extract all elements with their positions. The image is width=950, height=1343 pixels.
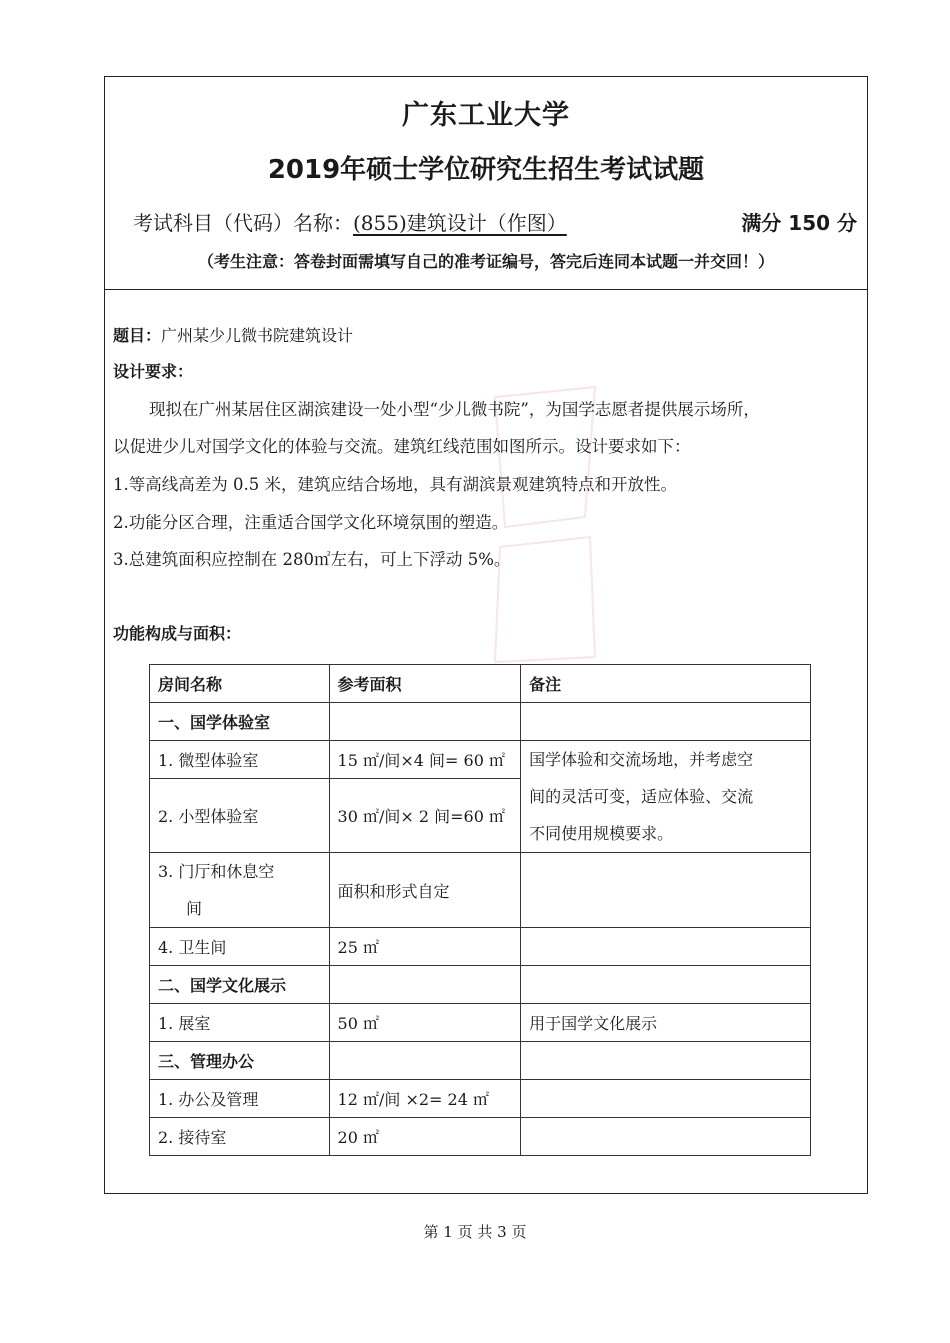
remarks-line: 国学体验和交流场地，并考虑空 [529,750,754,769]
requirement-1: 1.等高线高差为 0.5 米，建筑应结合场地，具有湖滨景观建筑特点和开放性。 [113,475,677,494]
empty-cell [521,1118,811,1156]
requirement-3: 3.总建筑面积应控制在 280㎡左右，可上下浮动 5%。 [113,550,511,569]
subject-line [133,207,567,236]
room-name-cell: 2. 接待室 [150,1118,330,1156]
candidate-notice: （考生注意：答卷封面需填写自己的准考证编号，答完后连同本试题一并交回！） [197,252,774,271]
area-cell: 30 ㎡/间× 2 间=60 ㎡ [329,779,521,853]
category-cell: 一、国学体验室 [150,703,330,741]
full-score: 满分 150 分 [741,211,857,235]
room-name-cell [150,853,330,928]
area-cell: 20 ㎡ [329,1118,521,1156]
category-cell: 三、管理办公 [150,1042,330,1080]
intro-line-1: 现拟在广州某居住区湖滨建设一处小型“少儿微书院”，为国学志愿者提供展示场所， [149,400,760,419]
exam-title: 2019年硕士学位研究生招生考试试题 [267,155,705,185]
empty-cell [521,853,811,928]
area-cell: 面积和形式自定 [329,853,521,928]
header-room-name: 房间名称 [150,665,330,703]
empty-cell [521,1042,811,1080]
table-row [150,966,811,1004]
table-row [150,1118,811,1156]
topic-value: 广州某少儿微书院建筑设计 [161,326,354,345]
area-cell: 25 ㎡ [329,928,521,966]
intro-line-2: 以促进少儿对国学文化的体验与交流。建筑红线范围如图所示。设计要求如下： [113,437,691,456]
room-name-cell: 1. 微型体验室 [150,741,330,779]
header-divider [105,289,867,290]
remarks-line: 间的灵活可变，适应体验、交流 [529,787,754,806]
table-row [150,703,811,741]
table-row [150,1004,811,1042]
header-reference-area: 参考面积 [329,665,521,703]
empty-cell [521,966,811,1004]
topic-label: 题目： [113,326,162,345]
table-row [150,1080,811,1118]
topic-line [113,323,353,346]
empty-cell [329,1042,521,1080]
room-name-line: 间 [186,899,203,918]
room-name-line: 3. 门厅和休息空 [158,862,275,881]
empty-cell [329,703,521,741]
university-title: 广东工业大学 [402,100,570,131]
table-row [150,741,811,779]
empty-cell [521,703,811,741]
remarks-line: 不同使用规模要求。 [529,824,674,843]
room-name-cell: 4. 卫生间 [150,928,330,966]
empty-cell [521,928,811,966]
room-name-cell: 2. 小型体验室 [150,779,330,853]
table-row [150,1042,811,1080]
area-cell: 15 ㎡/间×4 间= 60 ㎡ [329,741,521,779]
empty-cell [329,966,521,1004]
table-row [150,853,811,928]
category-cell: 二、国学文化展示 [150,966,330,1004]
remarks-cell: 用于国学文化展示 [521,1004,811,1042]
empty-cell [521,1080,811,1118]
area-cell: 12 ㎡/间 ×2= 24 ㎡ [329,1080,521,1118]
page-footer: 第 1 页 共 3 页 [423,1223,527,1241]
function-area-table [149,664,811,1156]
room-name-cell: 1. 办公及管理 [150,1080,330,1118]
function-label: 功能构成与面积： [113,624,242,643]
table-row [150,928,811,966]
header-remarks: 备注 [521,665,811,703]
requirements-label: 设计要求： [113,362,194,381]
subject-label: 考试科目（代码）名称： [133,211,353,235]
exam-sheet-frame [104,76,868,1194]
remarks-cell [521,741,811,853]
subject-value: (855)建筑设计（作图） [353,211,567,235]
table-header-row [150,665,811,703]
area-cell: 50 ㎡ [329,1004,521,1042]
requirement-2: 2.功能分区合理，注重适合国学文化环境氛围的塑造。 [113,513,509,532]
room-name-cell: 1. 展室 [150,1004,330,1042]
